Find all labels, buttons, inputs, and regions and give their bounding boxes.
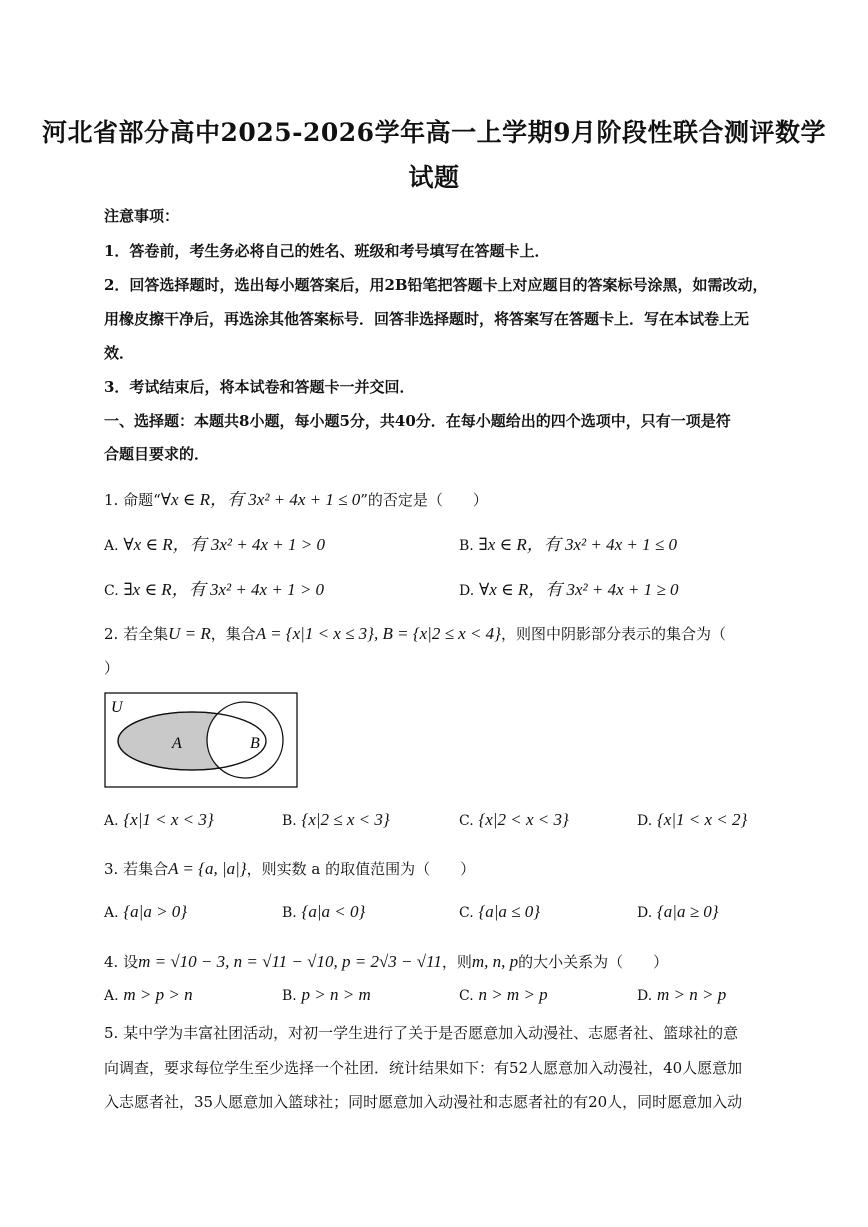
notice-item-2-line2: 用橡皮擦干净后，再选涂其他答案标号．回答非选择题时，将答案写在答题卡上．写在本试卷上无 bbox=[104, 310, 750, 328]
q2-option-d[interactable] bbox=[637, 810, 747, 830]
notice-heading: 注意事项： bbox=[104, 207, 180, 225]
q4-option-a[interactable] bbox=[104, 985, 193, 1005]
section1-heading-line1: 一、选择题：本题共8小题，每小题5分，共40分．在每小题给出的四个选项中，只有一项是符 bbox=[104, 412, 731, 430]
q1-stem-math: ∀x ∈ R，有 3x² + 4x + 1 ≤ 0 bbox=[160, 490, 361, 509]
q3-option-c[interactable] bbox=[459, 902, 540, 922]
question-3-stem bbox=[104, 858, 475, 879]
q3-option-b[interactable] bbox=[282, 902, 365, 922]
q1-option-d-label: D. bbox=[459, 583, 475, 599]
q3-suffix: ，则实数 a 的取值范围为（ ） bbox=[246, 860, 476, 878]
exam-title-line1: 河北省部分高中2025-2026学年高一上学期9月阶段性联合测评数学 bbox=[42, 118, 826, 147]
section1-heading-line2: 合题目要求的． bbox=[104, 445, 210, 463]
q4-vars: m, n, p bbox=[471, 952, 519, 971]
q3-option-d-text: {a|a ≥ 0} bbox=[656, 902, 719, 921]
question-5-line1: 5. 某中学为丰富社团活动，对初一学生进行了关于是否愿意加入动漫社、志愿者社、篮球社的意 bbox=[104, 1024, 739, 1042]
q4-option-b-text: p > n > m bbox=[301, 985, 371, 1004]
q2-option-a-text: {x|1 < x < 3} bbox=[123, 810, 214, 829]
venn-label-b: B bbox=[250, 735, 260, 752]
q4-option-c-label: C. bbox=[459, 988, 474, 1004]
q4-suffix: 的大小关系为（ ） bbox=[518, 953, 669, 971]
q2-universe: U = R bbox=[168, 624, 211, 643]
q1-suffix: ”的否定是（ ） bbox=[360, 491, 488, 509]
q2-option-b-text: {x|2 ≤ x < 3} bbox=[301, 810, 390, 829]
q4-option-d-text: m > n > p bbox=[656, 985, 727, 1004]
q1-option-c[interactable] bbox=[104, 575, 324, 600]
q2-mid: ，集合 bbox=[210, 625, 256, 643]
q2-stem-line2: ） bbox=[104, 659, 120, 677]
q2-prefix: 2. 若全集 bbox=[104, 625, 169, 643]
q2-option-c-label: C. bbox=[459, 813, 474, 829]
q2-option-b[interactable] bbox=[282, 810, 390, 830]
question-1-stem bbox=[104, 485, 488, 510]
q1-option-d[interactable] bbox=[459, 575, 678, 600]
q3-option-a[interactable] bbox=[104, 902, 187, 922]
q1-option-b[interactable] bbox=[459, 530, 677, 555]
question-4-stem bbox=[104, 951, 668, 972]
q2-suffix: ，则图中阴影部分表示的集合为（ bbox=[500, 625, 726, 643]
q3-option-b-label: B. bbox=[282, 905, 297, 921]
q3-prefix: 3. 若集合 bbox=[104, 860, 169, 878]
notice-item-3: 3．考试结束后，将本试卷和答题卡一并交回． bbox=[104, 378, 415, 396]
q4-mid: ，则 bbox=[441, 953, 472, 971]
q2-option-c-text: {x|2 < x < 3} bbox=[478, 810, 569, 829]
q4-option-d[interactable] bbox=[637, 985, 726, 1005]
q1-option-c-text: ∃x ∈ R，有 3x² + 4x + 1 > 0 bbox=[123, 580, 325, 599]
q1-option-a-text: ∀x ∈ R，有 3x² + 4x + 1 > 0 bbox=[123, 535, 325, 554]
q3-set: A = {a, |a|} bbox=[168, 859, 247, 878]
q1-option-b-label: B. bbox=[459, 538, 474, 554]
venn-label-u: U bbox=[111, 699, 123, 716]
question-5-line2: 向调查，要求每位学生至少选择一个社团．统计结果如下：有52人愿意加入动漫社，40人愿意加 bbox=[104, 1059, 743, 1077]
q1-option-a[interactable] bbox=[104, 530, 325, 555]
q3-option-a-label: A. bbox=[104, 905, 119, 921]
q2-option-d-label: D. bbox=[637, 813, 653, 829]
q2-option-a-label: A. bbox=[104, 813, 119, 829]
notice-item-2-line1: 2．回答选择题时，选出每小题答案后，用2B铅笔把答题卡上对应题目的答案标号涂黑，如需改动， bbox=[104, 276, 768, 294]
venn-diagram bbox=[104, 692, 298, 788]
exam-title-line2: 试题 bbox=[408, 163, 460, 192]
q4-option-c-text: n > m > p bbox=[478, 985, 548, 1004]
q1-option-b-text: ∃x ∈ R，有 3x² + 4x + 1 ≤ 0 bbox=[478, 535, 677, 554]
q2-option-d-text: {x|1 < x < 2} bbox=[656, 810, 748, 829]
question-2-stem bbox=[104, 623, 726, 644]
q2-sets: A = {x|1 < x ≤ 3}, B = {x|2 ≤ x < 4} bbox=[255, 624, 501, 643]
q4-option-c[interactable] bbox=[459, 985, 548, 1005]
q1-option-d-text: ∀x ∈ R，有 3x² + 4x + 1 ≥ 0 bbox=[478, 580, 679, 599]
q3-option-d[interactable] bbox=[637, 902, 719, 922]
notice-item-1: 1．答卷前，考生务必将自己的姓名、班级和考号填写在答题卡上． bbox=[104, 242, 550, 260]
q2-option-a[interactable] bbox=[104, 810, 214, 830]
q4-option-a-label: A. bbox=[104, 988, 119, 1004]
q4-option-a-text: m > p > n bbox=[123, 985, 193, 1004]
q2-option-c[interactable] bbox=[459, 810, 569, 830]
q4-defs: m = √10 − 3, n = √11 − √10, p = 2√3 − √11 bbox=[138, 952, 442, 971]
q1-option-a-label: A. bbox=[104, 538, 119, 554]
q4-option-b[interactable] bbox=[282, 985, 371, 1005]
venn-label-a: A bbox=[172, 735, 182, 752]
q1-option-c-label: C. bbox=[104, 583, 119, 599]
q4-prefix: 4. 设 bbox=[104, 953, 139, 971]
q4-option-d-label: D. bbox=[637, 988, 653, 1004]
q3-option-b-text: {a|a < 0} bbox=[301, 902, 366, 921]
q3-option-c-text: {a|a ≤ 0} bbox=[478, 902, 541, 921]
q1-prefix: 1. 命题“ bbox=[104, 491, 161, 509]
q3-option-c-label: C. bbox=[459, 905, 474, 921]
question-5-line3: 入志愿者社，35人愿意加入篮球社；同时愿意加入动漫社和志愿者社的有20人，同时愿意加入动 bbox=[104, 1093, 743, 1111]
notice-item-2-line3: 效． bbox=[104, 344, 135, 362]
q3-option-d-label: D. bbox=[637, 905, 653, 921]
q4-option-b-label: B. bbox=[282, 988, 297, 1004]
q2-option-b-label: B. bbox=[282, 813, 297, 829]
q3-option-a-text: {a|a > 0} bbox=[123, 902, 188, 921]
